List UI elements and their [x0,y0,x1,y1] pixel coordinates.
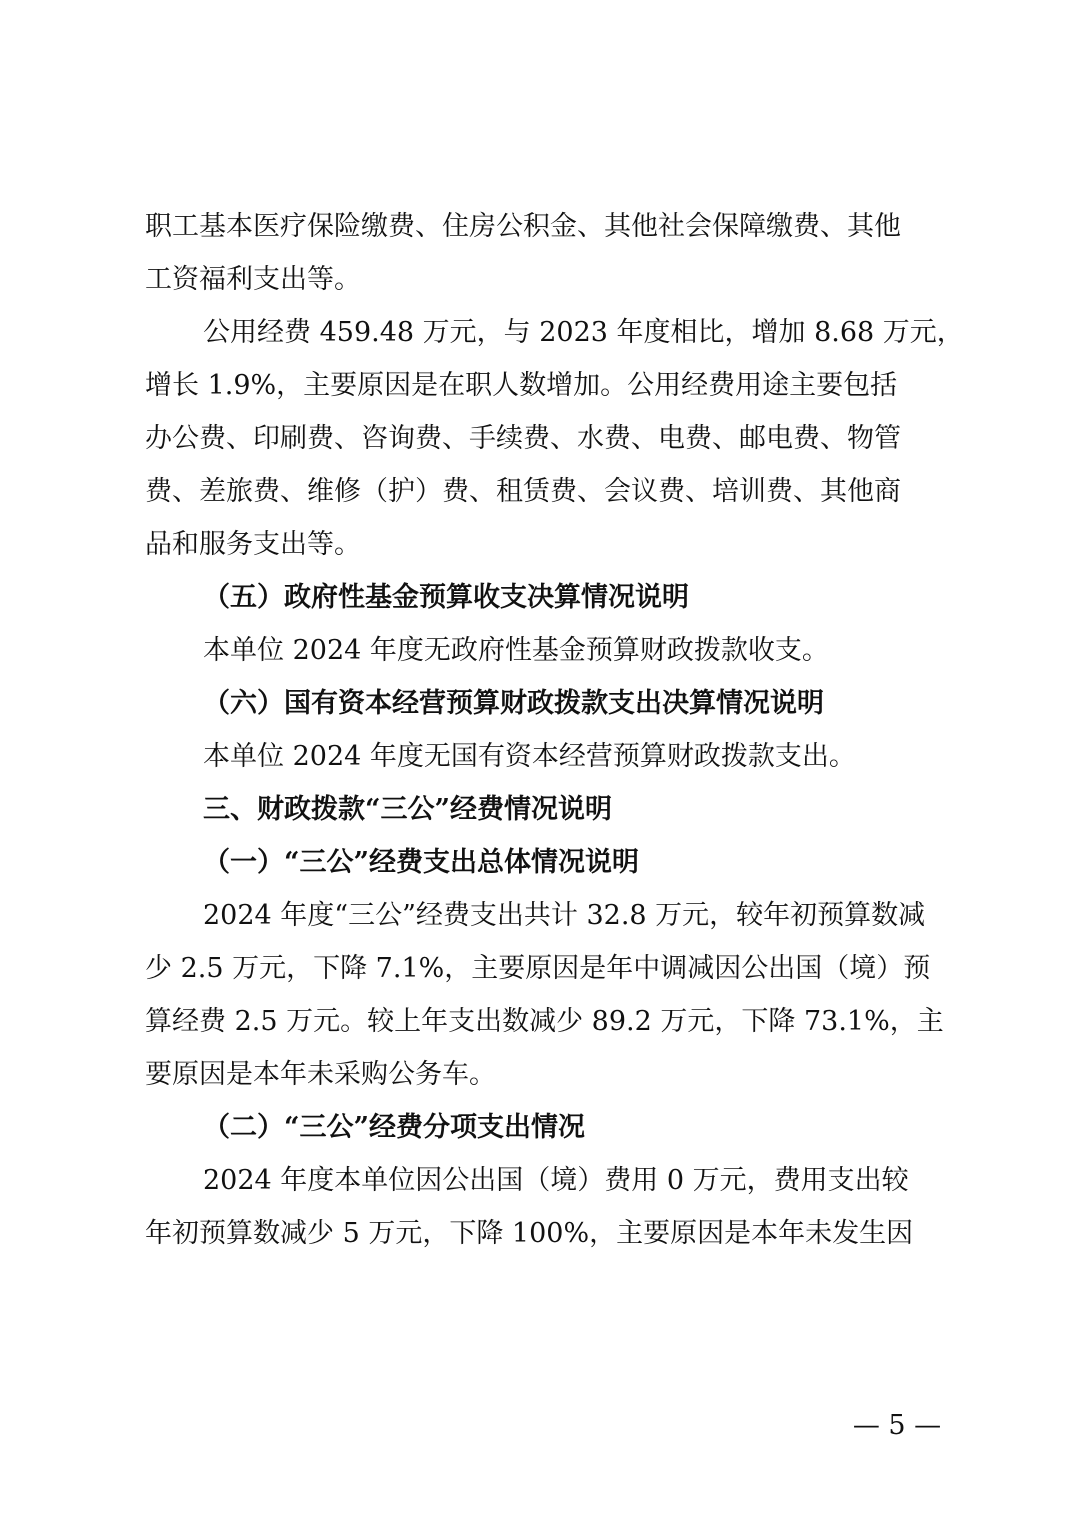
subsection-heading-2: （二）“三公”经费分项支出情况 [203,1112,586,1143]
paragraph-line: 工资福利支出等。 [145,264,361,295]
paragraph-line: 年初预算数减少 5 万元，下降 100%，主要原因是本年未发生因 [145,1218,914,1249]
paragraph-line: 办公费、印刷费、咨询费、手续费、水费、电费、邮电费、物管 [145,423,901,454]
paragraph-line: 2024 年度本单位因公出国（境）费用 0 万元，费用支出较 [203,1165,909,1196]
paragraph-line: 增长 1.9%，主要原因是在职人数增加。公用经费用途主要包括 [145,370,898,401]
page-number: — 5 — [852,1410,942,1441]
paragraph-line: 2024 年度“三公”经费支出共计 32.8 万元，较年初预算数减 [203,900,926,931]
paragraph-line: 品和服务支出等。 [145,529,361,560]
document-body [145,200,964,1260]
subsection-heading-1: （一）“三公”经费支出总体情况说明 [203,847,640,878]
paragraph-line: 算经费 2.5 万元。较上年支出数减少 89.2 万元，下降 73.1%，主 [145,1006,944,1037]
paragraph-line: 费、差旅费、维修（护）费、租赁费、会议费、培训费、其他商 [145,476,901,507]
section-heading-3: 三、财政拨款“三公”经费情况说明 [203,794,613,825]
paragraph-line: 本单位 2024 年度无国有资本经营预算财政拨款支出。 [203,741,856,772]
section-heading-6: （六）国有资本经营预算财政拨款支出决算情况说明 [203,688,824,719]
paragraph-line: 少 2.5 万元，下降 7.1%，主要原因是年中调减因公出国（境）预 [145,953,931,984]
paragraph-line: 公用经费 459.48 万元，与 2023 年度相比，增加 8.68 万元， [203,317,964,348]
paragraph-line: 职工基本医疗保险缴费、住房公积金、其他社会保障缴费、其他 [145,211,901,242]
paragraph-line: 要原因是本年未采购公务车。 [145,1059,496,1090]
section-heading-5: （五）政府性基金预算收支决算情况说明 [203,582,689,613]
paragraph-line: 本单位 2024 年度无政府性基金预算财政拨款收支。 [203,635,829,666]
